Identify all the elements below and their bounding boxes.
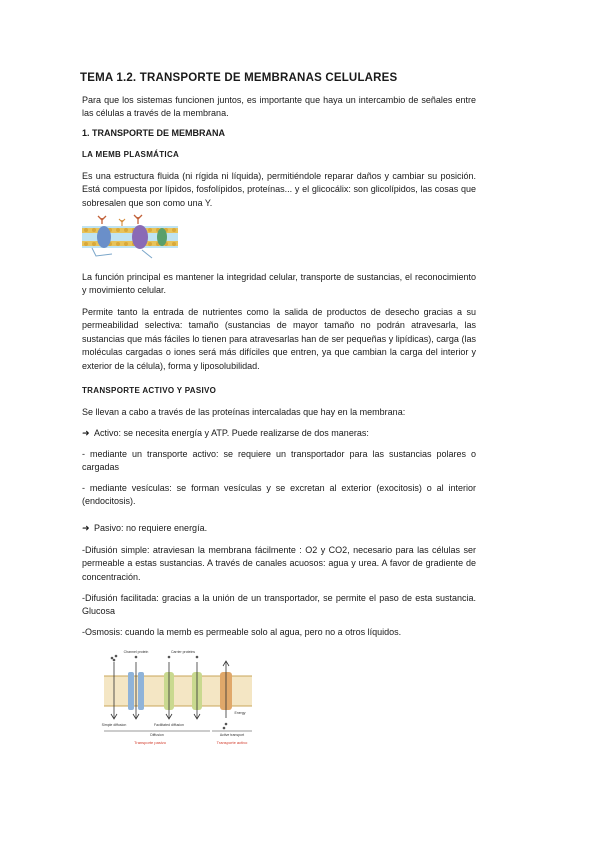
arrow-icon: ➜ bbox=[82, 428, 90, 438]
label-diffusion: Diffusion bbox=[150, 733, 164, 737]
label-simple: Simple diffusion bbox=[101, 723, 127, 727]
paragraph-estructura: Es una estructura fluida (ni rígida ni líquida), permitiéndole reparar daños y cambiar su posición. Está compuesta por lípidos, fosfolípidos, proteínas... y el glicocálix: son glicolípidos, las cosas que sobresalen que son como una Y. bbox=[82, 171, 476, 208]
membrane-illustration bbox=[82, 214, 178, 259]
label-transporte-activo: Transporte activo bbox=[216, 740, 248, 745]
item-difusion-facilitada: -Difusión facilitada: gracias a la unión de un transportador, se permite el paso de esta sustancia. Glucosa bbox=[82, 593, 476, 617]
paragraph-proteinas: Se llevan a cabo a través de las proteínas intercaladas que hay en la membrana: bbox=[82, 407, 406, 417]
label-energy: Energy bbox=[234, 711, 246, 715]
intro-paragraph: Para que los sistemas funcionen juntos, es importante que haya un intercambio de señales entre las células a través de la membrana. bbox=[82, 95, 476, 119]
item-activo-text: Activo: se necesita energía y ATP. Puede realizarse de dos maneras: bbox=[94, 428, 369, 438]
item-activo-vesiculas: - mediante vesículas: se forman vesículas y se excretan al exterior (exocitosis) o al interior (endocitosis). bbox=[82, 483, 476, 507]
subsection-heading-transporte: TRANSPORTE ACTIVO Y PASIVO bbox=[82, 386, 217, 395]
label-active: Active transport bbox=[219, 733, 245, 737]
item-pasivo-text: Pasivo: no requiere energía. bbox=[94, 523, 208, 533]
label-transporte-pasivo: Transporte pasivo bbox=[134, 740, 166, 745]
paragraph-permeabilidad: Permite tanto la entrada de nutrientes como la salida de productos de desecho gracias a su permeabilidad selectiva: tamaño (sustancias de mayor tamaño no podrán atravesarla, las sustancias que más fáciles lo tienen para atravesarlas han de ser pequeñas y lipídicas), carga (las moléculas cargadas o iones será más difíciles que entren, ya que cambian la carga del interior y exterior de la célula), forma y liposolubilidad. bbox=[82, 307, 476, 371]
section-heading-1: 1. TRANSPORTE DE MEMBRANA bbox=[82, 128, 226, 138]
item-activo-transporte: - mediante un transporte activo: se requiere un transportador para las sustancias polares o cargadas bbox=[82, 449, 476, 473]
item-pasivo bbox=[82, 522, 476, 535]
transport-diagram bbox=[100, 648, 256, 748]
item-osmosis: -Osmosis: cuando la memb es permeable solo al agua, pero no a otros líquidos. bbox=[82, 627, 402, 637]
item-activo bbox=[82, 427, 476, 440]
item-difusion-simple: -Difusión simple: atraviesan la membrana fácilmente : O2 y CO2, necesario para las células ser permeable a estas sustancias. A través de canales acuosos: agua y urea. A favor de gradiente de concentración. bbox=[82, 545, 476, 582]
label-facilitated: Facilitated diffusion bbox=[154, 723, 184, 727]
label-carrier: Carrier proteins bbox=[170, 650, 196, 654]
paragraph-funcion: La función principal es mantener la integridad celular, transporte de sustancias, el reconocimiento y movimiento celular. bbox=[82, 272, 476, 296]
subsection-heading-membrana: LA MEMB PLASMÁTICA bbox=[82, 150, 180, 159]
label-channel: Channel protein bbox=[123, 650, 149, 654]
page-title: TEMA 1.2. TRANSPORTE DE MEMBRANAS CELULARES bbox=[80, 72, 398, 84]
arrow-icon: ➜ bbox=[82, 523, 90, 533]
